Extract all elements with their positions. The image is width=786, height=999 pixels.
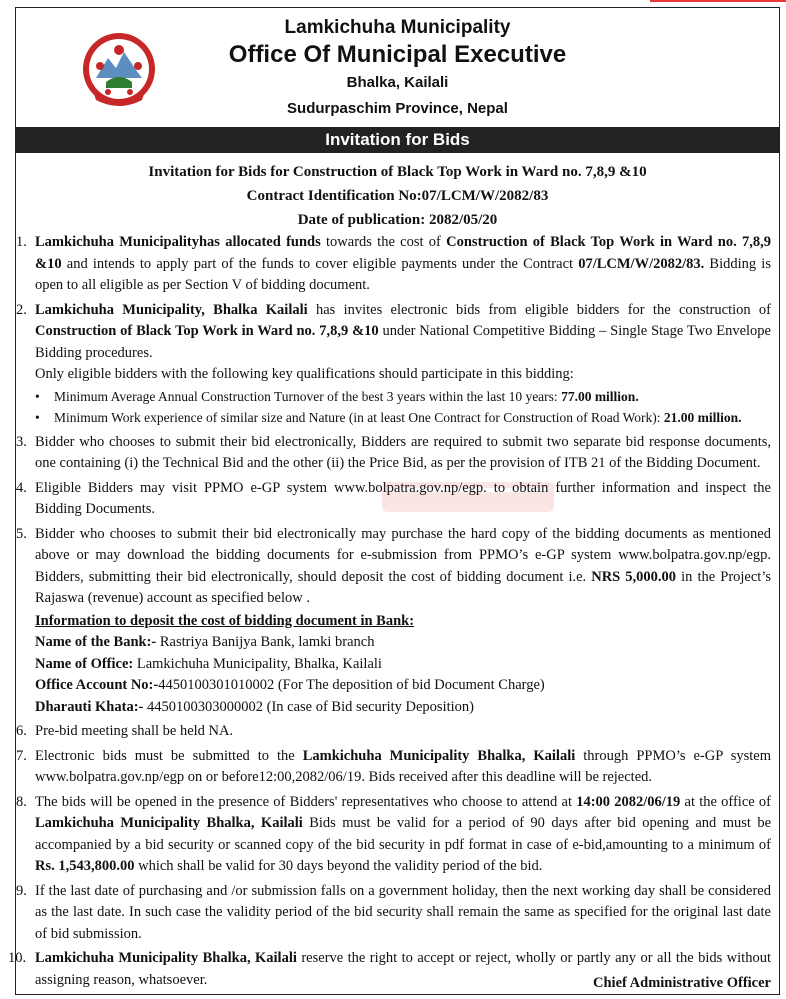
page-header bbox=[16, 8, 779, 126]
qualification-bullet bbox=[35, 386, 771, 408]
bank-info-heading: Information to deposit the cost of bidding document in Bank: bbox=[35, 612, 415, 629]
office-address: Bhalka, Kailali bbox=[346, 74, 449, 91]
item-text: has invites electronic bids from eligible bidders for the construction of bbox=[307, 301, 771, 318]
field-value: Lamkichuha Municipality, Bhalka, Kailali bbox=[133, 655, 382, 672]
item-bold-text: 07/LCM/W/2082/83. bbox=[578, 255, 705, 272]
office-province: Sudurpaschim Province, Nepal bbox=[287, 100, 508, 117]
field-label: Office Account No:- bbox=[35, 677, 159, 693]
bullet-value: 77.00 million. bbox=[561, 388, 639, 404]
field-label: Name of Office: bbox=[35, 655, 134, 672]
bank-info bbox=[35, 611, 771, 719]
municipality-name: Lamkichuha Municipality bbox=[284, 17, 511, 38]
item-text: under National Competitive Bidding – Single Stage Two Envelope Bidding procedures. bbox=[35, 323, 771, 361]
field-label: Dharauti Khata:- bbox=[35, 698, 144, 715]
item-text: reserve the right to accept or reject, wholly or partly any or all the bids without assigning reason, whatsoever. bbox=[35, 950, 771, 988]
item-number: 2. bbox=[16, 301, 27, 318]
item-text: If the last date of purchasing and /or submission falls on a government holiday, then the next working day shall be considered as the last date. In such case the validity period of the bid security shall remain the same as specified for the original last date of bid submission. bbox=[35, 882, 771, 942]
list-item bbox=[16, 721, 771, 743]
item-text: at the office of bbox=[680, 793, 771, 810]
field-value: 4450100301010002 (For The deposition of bid Document Charge) bbox=[158, 677, 545, 693]
item-text: and intends to apply part of the funds to cover eligible payments under the Contract bbox=[61, 255, 579, 272]
item-number: 6. bbox=[16, 723, 27, 739]
signatory-title: Chief Administrative Officer bbox=[593, 975, 771, 991]
item-bold-text: Construction of Black Top Work in Ward no. 7,8,9 &10 bbox=[35, 234, 771, 272]
publication-date: Date of publication: 2082/05/20 bbox=[297, 212, 498, 228]
item-bold-text: Lamkichuha Municipality Bhalka, Kailali bbox=[302, 747, 576, 764]
item-number: 8. bbox=[16, 793, 27, 810]
item-bold-text: Lamkichuha Municipality Bhalka, Kailali bbox=[35, 815, 303, 831]
item-bold-text: NRS 5,000.00 bbox=[591, 568, 677, 585]
item-text: Bids must be valid for a period of 90 days after bid opening and must be accompanied by a bid security or scanned copy of the bid security in pdf format in case of e-bid,amounting to a minimum of bbox=[35, 815, 772, 853]
list-item bbox=[16, 232, 771, 297]
item-bold-text: 14:00 2082/06/19 bbox=[576, 793, 681, 810]
list-item bbox=[16, 432, 771, 475]
item-text: Bidding is open to all eligible as per Section V of bidding document. bbox=[35, 255, 771, 293]
notice-subject: Invitation for Bids for Construction of Black Top Work in Ward no. 7,8,9 &10 bbox=[148, 164, 647, 180]
item-bold-text: Lamkichuha Municipality Bhalka, Kailali bbox=[35, 950, 297, 966]
item-text: towards the cost of bbox=[320, 234, 447, 250]
item-text: Eligible Bidders may visit PPMO e-GP system www.bolpatra.gov.np/egp. to obtain further information and inspect the Bidding Documents. bbox=[35, 479, 771, 517]
office-name-row bbox=[35, 654, 771, 676]
item-text: The bids will be opened in the presence of Bidders' representatives who choose to attend at bbox=[35, 793, 577, 810]
item-number: 4. bbox=[16, 479, 27, 496]
list-item bbox=[16, 881, 771, 946]
field-value: 4450100303000002 (In case of Bid security Deposition) bbox=[143, 698, 474, 715]
bullet-mark: • bbox=[35, 388, 40, 404]
bullet-text: Minimum Work experience of similar size and Nature (in at least One Contract for Construction of Road Work): bbox=[54, 410, 664, 425]
item-text: through PPMO’s e-GP system www.bolpatra.gov.np/egp on or before12:00,2082/06/19. Bids received after this deadline will be rejected. bbox=[35, 747, 771, 785]
office-name: Office Of Municipal Executive bbox=[228, 41, 567, 68]
field-value: Rastriya Banijya Bank, lamki branch bbox=[156, 634, 375, 650]
bullet-value: 21.00 million. bbox=[663, 410, 742, 425]
item-text: Bidder who chooses to submit their bid electronically may purchase the hard copy of the bidding documents as mentioned above or may download the bidding documents for e-submission from PPMO’s e-GP system www.bolpatra.gov.np/egp. Bidders, submitting their bid electronically, should deposit the cost of bidding document i.e. bbox=[35, 525, 771, 585]
qualification-intro: Only eligible bidders with the following key qualifications should participate in this bidding: bbox=[35, 366, 574, 382]
list-item bbox=[16, 524, 771, 719]
item-text: which shall be valid for 30 days beyond the validity period of the bid. bbox=[134, 858, 543, 874]
top-accent-line bbox=[650, 0, 786, 2]
item-number: 1. bbox=[16, 234, 27, 250]
item-number: 9. bbox=[16, 882, 27, 899]
item-text: Electronic bids must be submitted to the bbox=[35, 747, 303, 764]
item-number: 3. bbox=[16, 433, 27, 450]
item-bold-text: Lamkichuha Municipalityhas allocated funds bbox=[35, 234, 321, 250]
list-item bbox=[16, 792, 771, 878]
list-item bbox=[16, 478, 771, 521]
item-text: Bidder who chooses to submit their bid electronically, Bidders are required to submit two separate bid response documents, one containing (i) the Technical Bid and the other (ii) the Price Bid, as per the provision of ITB 21 of the Bidding Document. bbox=[35, 433, 771, 471]
item-text: Pre-bid meeting shall be held NA. bbox=[35, 723, 234, 739]
bullet-mark: • bbox=[35, 410, 40, 425]
item-bold-text: Construction of Black Top Work in Ward no. 7,8,9 &10 bbox=[35, 323, 379, 339]
item-number: 7. bbox=[16, 747, 27, 764]
notice-titles bbox=[16, 160, 779, 232]
field-label: Name of the Bank:- bbox=[35, 634, 157, 650]
item-bold-text: Lamkichuha Municipality, Bhalka Kailali bbox=[35, 301, 308, 318]
bullet-text: Minimum Average Annual Construction Turnover of the best 3 years within the last 10 years: bbox=[54, 388, 562, 404]
qualification-bullet bbox=[35, 407, 771, 429]
office-account-row bbox=[35, 675, 771, 697]
item-number: 5. bbox=[16, 525, 27, 542]
bank-name-row bbox=[35, 632, 771, 654]
notice-page bbox=[8, 7, 780, 995]
item-bold-text: Rs. 1,543,800.00 bbox=[35, 858, 135, 874]
banner-title: Invitation for Bids bbox=[16, 127, 779, 153]
dharauti-khata-row bbox=[35, 697, 771, 719]
notice-body bbox=[8, 232, 772, 994]
item-text: in the Project’s Rajaswa (revenue) account as specified below . bbox=[35, 568, 771, 606]
item-number: 10. bbox=[8, 950, 27, 966]
list-item bbox=[16, 300, 771, 429]
contract-id: Contract Identification No:07/LCM/W/2082/83 bbox=[246, 188, 549, 204]
list-item bbox=[16, 746, 771, 789]
